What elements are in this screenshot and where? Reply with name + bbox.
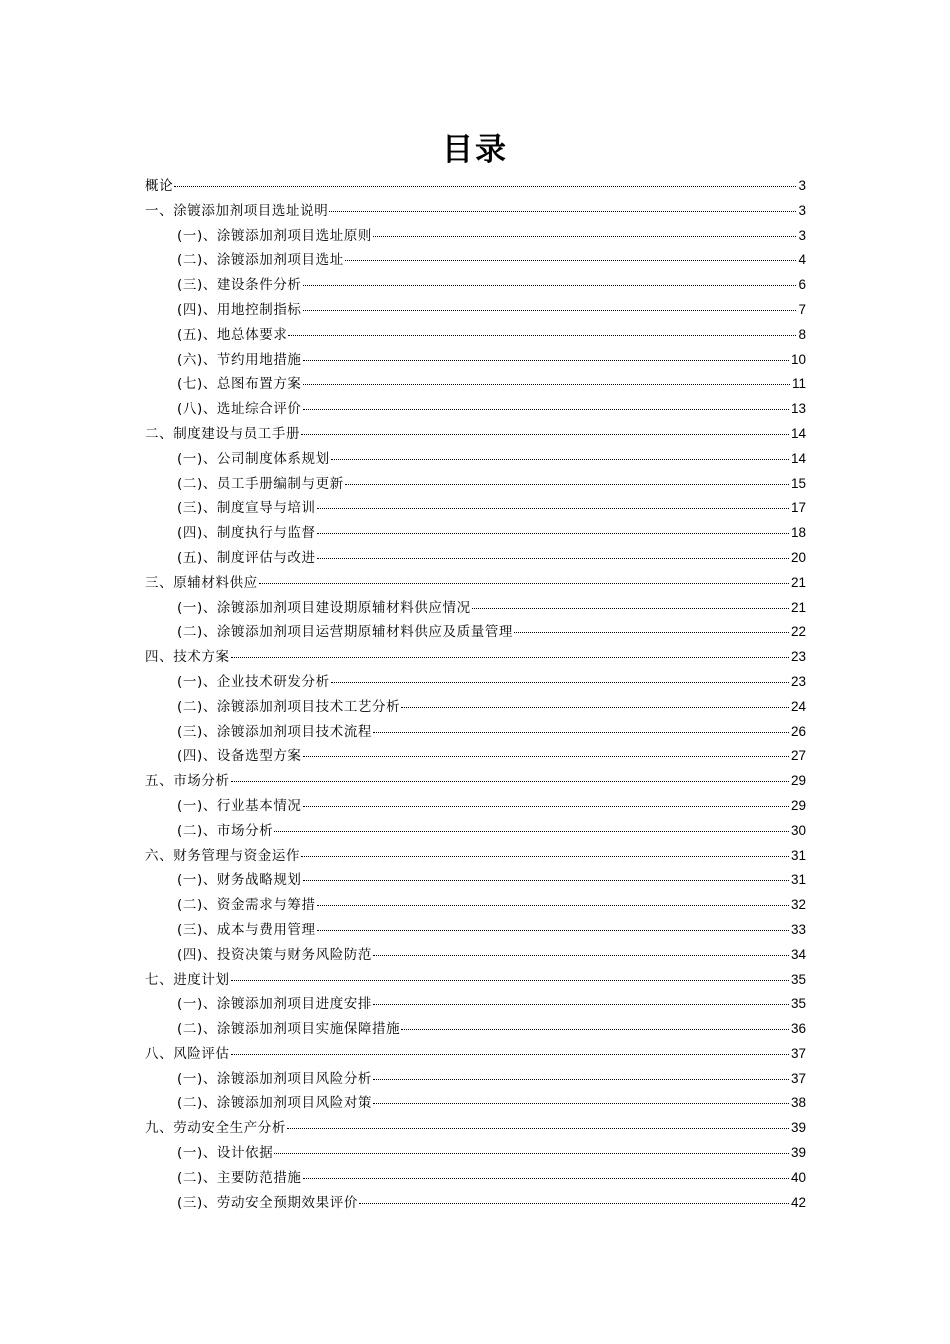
toc-entry-label: (二)、涂镀添加剂项目选址 <box>177 252 344 269</box>
toc-section-entry[interactable] <box>145 943 806 968</box>
toc-dot-leader <box>373 236 796 237</box>
toc-page-number: 27 <box>790 748 806 764</box>
toc-page-number: 31 <box>790 872 806 888</box>
toc-entry-label: (三)、劳动安全预期效果评价 <box>177 1194 358 1211</box>
toc-dot-leader <box>359 1203 789 1204</box>
toc-dot-leader <box>259 583 789 584</box>
toc-entry-label: (一)、财务战略规划 <box>177 872 302 889</box>
toc-page-number: 14 <box>790 450 806 466</box>
toc-dot-leader <box>274 1153 789 1154</box>
toc-section-entry[interactable] <box>145 447 806 472</box>
toc-dot-leader <box>303 310 797 311</box>
toc-page-number: 8 <box>798 326 806 342</box>
toc-section-entry[interactable] <box>145 546 806 571</box>
toc-entry-label: (二)、市场分析 <box>177 822 274 839</box>
toc-entry-label: (五)、地总体要求 <box>177 326 288 343</box>
toc-chapter-entry[interactable] <box>145 968 806 993</box>
toc-entry-label: (四)、设备选型方案 <box>177 748 302 765</box>
toc-page-number: 35 <box>790 971 806 987</box>
toc-section-entry[interactable] <box>145 918 806 943</box>
toc-section-entry[interactable] <box>145 992 806 1017</box>
toc-dot-leader <box>303 756 789 757</box>
toc-page-number: 26 <box>790 723 806 739</box>
toc-page-number: 23 <box>790 649 806 665</box>
toc-page-number: 29 <box>790 797 806 813</box>
toc-section-entry[interactable] <box>145 397 806 422</box>
toc-dot-leader <box>274 831 789 832</box>
toc-page-number: 18 <box>790 525 806 541</box>
toc-page-number: 38 <box>790 1095 806 1111</box>
toc-entry-label: (二)、涂镀添加剂项目风险对策 <box>177 1095 373 1112</box>
toc-entry-label: (二)、员工手册编制与更新 <box>177 475 344 492</box>
toc-page-number: 14 <box>790 425 806 441</box>
toc-dot-leader <box>287 1128 789 1129</box>
toc-section-entry[interactable] <box>145 670 806 695</box>
toc-entry-label: (四)、用地控制指标 <box>177 301 302 318</box>
toc-page-number: 37 <box>790 1045 806 1061</box>
toc-dot-leader <box>317 930 789 931</box>
toc-page-number: 40 <box>790 1169 806 1185</box>
toc-page-number: 39 <box>790 1145 806 1161</box>
toc-chapter-entry[interactable] <box>145 199 806 224</box>
toc-dot-leader <box>345 484 789 485</box>
toc-page-number: 4 <box>798 252 806 268</box>
toc-section-entry[interactable] <box>145 1141 806 1166</box>
toc-entry-label: (三)、制度宣导与培训 <box>177 500 316 517</box>
toc-entry-label: (一)、涂镀添加剂项目建设期原辅材料供应情况 <box>177 599 471 616</box>
toc-dot-leader <box>401 1029 789 1030</box>
toc-page-number: 21 <box>790 599 806 615</box>
toc-section-entry[interactable] <box>145 868 806 893</box>
toc-section-entry[interactable] <box>145 372 806 397</box>
toc-page-number: 34 <box>790 946 806 962</box>
toc-dot-leader <box>514 632 789 633</box>
toc-section-entry[interactable] <box>145 496 806 521</box>
toc-entry-label: 一、涂镀添加剂项目选址说明 <box>145 202 329 219</box>
toc-page-number: 15 <box>790 475 806 491</box>
toc-chapter-entry[interactable] <box>145 422 806 447</box>
toc-section-entry[interactable] <box>145 794 806 819</box>
toc-section-entry[interactable] <box>145 521 806 546</box>
toc-entry-label: (六)、节约用地措施 <box>177 351 302 368</box>
toc-page-number: 39 <box>790 1120 806 1136</box>
toc-page-number: 20 <box>790 549 806 565</box>
toc-entry-label: (一)、行业基本情况 <box>177 797 302 814</box>
toc-section-entry[interactable] <box>145 1166 806 1191</box>
toc-dot-leader <box>317 905 789 906</box>
toc-page-number: 32 <box>790 897 806 913</box>
toc-entry-label: (八)、选址综合评价 <box>177 401 302 418</box>
toc-dot-leader <box>231 980 789 981</box>
toc-dot-leader <box>331 682 789 683</box>
toc-section-entry[interactable] <box>145 819 806 844</box>
toc-entry-label: 三、原辅材料供应 <box>145 574 258 591</box>
toc-entry-label: 八、风险评估 <box>145 1045 230 1062</box>
toc-page-number: 7 <box>798 301 806 317</box>
toc-dot-leader <box>317 508 789 509</box>
toc-entry-label: (二)、涂镀添加剂项目运营期原辅材料供应及质量管理 <box>177 624 514 641</box>
toc-section-entry[interactable] <box>145 1191 806 1216</box>
toc-page-number: 22 <box>790 624 806 640</box>
toc-dot-leader <box>303 360 789 361</box>
toc-page-number: 37 <box>790 1070 806 1086</box>
toc-page-number: 3 <box>798 227 806 243</box>
toc-page-number: 3 <box>798 202 806 218</box>
toc-entry-label: 四、技术方案 <box>145 649 230 666</box>
toc-page-number: 10 <box>790 351 806 367</box>
toc-section-entry[interactable] <box>145 298 806 323</box>
toc-section-entry[interactable] <box>145 620 806 645</box>
toc-entry-label: (二)、涂镀添加剂项目实施保障措施 <box>177 1021 401 1038</box>
toc-section-entry[interactable] <box>145 744 806 769</box>
toc-entry-label: (七)、总图布置方案 <box>177 376 302 393</box>
toc-page-number: 30 <box>790 822 806 838</box>
toc-dot-leader <box>472 608 789 609</box>
toc-entry-label: (二)、涂镀添加剂项目技术工艺分析 <box>177 698 401 715</box>
toc-section-entry[interactable] <box>145 596 806 621</box>
toc-dot-leader <box>331 459 789 460</box>
table-of-contents <box>145 174 806 1215</box>
toc-entry-label: (一)、涂镀添加剂项目风险分析 <box>177 1070 373 1087</box>
toc-page-number: 33 <box>790 921 806 937</box>
toc-chapter-entry[interactable] <box>145 571 806 596</box>
toc-section-entry[interactable] <box>145 720 806 745</box>
toc-page-number: 17 <box>790 500 806 516</box>
toc-entry-label: 七、进度计划 <box>145 971 230 988</box>
toc-dot-leader <box>231 781 789 782</box>
toc-page-number: 35 <box>790 996 806 1012</box>
toc-section-entry[interactable] <box>145 1067 806 1092</box>
toc-dot-leader <box>231 1054 789 1055</box>
toc-dot-leader <box>373 1004 789 1005</box>
toc-page-number: 21 <box>790 574 806 590</box>
toc-entry-label: (一)、企业技术研发分析 <box>177 673 330 690</box>
toc-dot-leader <box>303 285 797 286</box>
toc-dot-leader <box>373 1103 789 1104</box>
toc-section-entry[interactable] <box>145 273 806 298</box>
toc-section-entry[interactable] <box>145 1017 806 1042</box>
toc-entry-label: (五)、制度评估与改进 <box>177 549 316 566</box>
toc-section-entry[interactable] <box>145 348 806 373</box>
toc-chapter-entry[interactable] <box>145 174 806 199</box>
toc-page-number: 36 <box>790 1021 806 1037</box>
toc-section-entry[interactable] <box>145 323 806 348</box>
toc-entry-label: (二)、主要防范措施 <box>177 1169 302 1186</box>
toc-dot-leader <box>317 533 789 534</box>
toc-entry-label: (四)、制度执行与监督 <box>177 525 316 542</box>
toc-entry-label: (一)、涂镀添加剂项目进度安排 <box>177 996 373 1013</box>
toc-chapter-entry[interactable] <box>145 1042 806 1067</box>
toc-page-number: 31 <box>790 847 806 863</box>
toc-dot-leader <box>373 955 789 956</box>
toc-entry-label: (三)、涂镀添加剂项目技术流程 <box>177 723 373 740</box>
toc-section-entry[interactable] <box>145 472 806 497</box>
toc-page-number: 13 <box>790 401 806 417</box>
toc-page-number: 23 <box>790 673 806 689</box>
toc-entry-label: (一)、设计依据 <box>177 1145 274 1162</box>
toc-entry-label: 六、财务管理与资金运作 <box>145 847 301 864</box>
toc-entry-label: 二、制度建设与员工手册 <box>145 425 301 442</box>
toc-page-number: 11 <box>791 376 806 392</box>
toc-entry-label: (一)、公司制度体系规划 <box>177 450 330 467</box>
toc-dot-leader <box>303 880 789 881</box>
toc-dot-leader <box>401 707 789 708</box>
toc-dot-leader <box>303 409 789 410</box>
toc-dot-leader <box>301 434 789 435</box>
toc-entry-label: (一)、涂镀添加剂项目选址原则 <box>177 227 373 244</box>
toc-dot-leader <box>317 558 789 559</box>
toc-dot-leader <box>301 856 789 857</box>
toc-section-entry[interactable] <box>145 1091 806 1116</box>
toc-page-number: 6 <box>798 277 806 293</box>
toc-dot-leader <box>329 211 796 212</box>
toc-dot-leader <box>303 1178 789 1179</box>
toc-section-entry[interactable] <box>145 695 806 720</box>
toc-entry-label: (三)、建设条件分析 <box>177 277 302 294</box>
toc-chapter-entry[interactable] <box>145 1116 806 1141</box>
toc-page-number: 29 <box>790 773 806 789</box>
toc-section-entry[interactable] <box>145 248 806 273</box>
toc-chapter-entry[interactable] <box>145 844 806 869</box>
toc-dot-leader <box>345 260 797 261</box>
toc-section-entry[interactable] <box>145 893 806 918</box>
toc-dot-leader <box>303 384 790 385</box>
toc-entry-label: (二)、资金需求与筹措 <box>177 897 316 914</box>
toc-entry-label: 九、劳动安全生产分析 <box>145 1120 286 1137</box>
toc-page-number: 24 <box>790 698 806 714</box>
toc-dot-leader <box>303 806 789 807</box>
toc-entry-label: (四)、投资决策与财务风险防范 <box>177 946 373 963</box>
toc-page-number: 42 <box>790 1194 806 1210</box>
toc-dot-leader <box>231 657 789 658</box>
toc-chapter-entry[interactable] <box>145 645 806 670</box>
toc-chapter-entry[interactable] <box>145 769 806 794</box>
toc-dot-leader <box>288 335 796 336</box>
toc-entry-label: 五、市场分析 <box>145 773 230 790</box>
toc-entry-label: 概论 <box>145 178 174 194</box>
page-title: 目录 <box>442 132 508 168</box>
toc-entry-label: (三)、成本与费用管理 <box>177 921 316 938</box>
toc-dot-leader <box>174 186 796 187</box>
toc-dot-leader <box>373 732 789 733</box>
toc-section-entry[interactable] <box>145 224 806 249</box>
toc-dot-leader <box>373 1079 789 1080</box>
toc-page-number: 3 <box>798 178 806 193</box>
